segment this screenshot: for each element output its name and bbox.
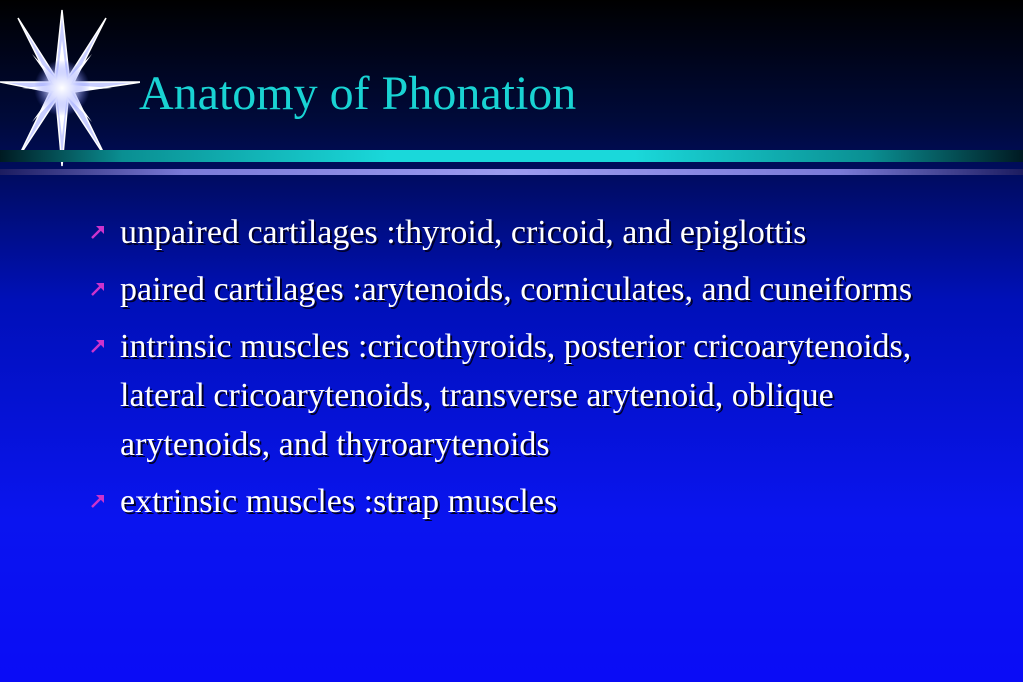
arrow-northeast-icon [88,279,108,299]
bullet-text: unpaired cartilages :thyroid, cricoid, and epiglottis [120,214,807,251]
bullet-item [88,322,968,469]
arrow-northeast-icon [88,336,108,356]
bullet-item [88,208,968,257]
bullet-text: intrinsic muscles :cricothyroids, posterior cricoarytenoids, lateral cricoarytenoids, transverse arytenoid, oblique arytenoids, and thyroarytenoids [120,328,912,463]
bullet-list [88,208,968,534]
title-underline-violet [0,169,1023,175]
slide-title: Anatomy of Phonation [139,67,577,120]
starburst-icon [0,8,140,168]
bullet-text: paired cartilages :arytenoids, corniculates, and cuneiforms [120,271,913,308]
arrow-northeast-icon [88,222,108,242]
title-underline-teal [0,150,1023,162]
bullet-item [88,477,968,526]
bullet-item [88,265,968,314]
bullet-text: extrinsic muscles :strap muscles [120,483,558,520]
arrow-northeast-icon [88,491,108,511]
